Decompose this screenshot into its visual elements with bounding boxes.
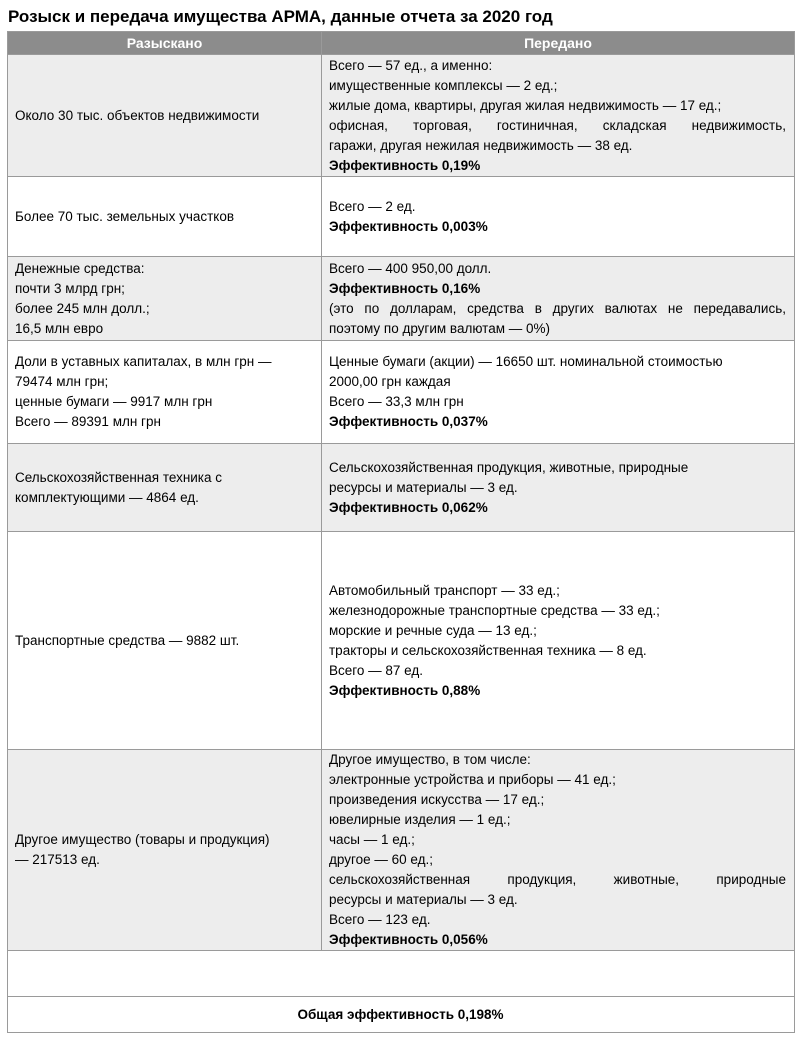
found-line: более 245 млн долл.;	[15, 300, 150, 316]
column-header-found: Разыскано	[8, 32, 322, 55]
transferred-line: морские и речные суда — 13 ед.;	[329, 622, 537, 638]
found-line: 79474 млн грн;	[15, 374, 109, 389]
transferred-line: ювелирные изделия — 1 ед.;	[329, 812, 511, 827]
efficiency-value: Эффективность 0,062%	[329, 499, 488, 515]
total-efficiency: Общая эффективность 0,198%	[8, 997, 795, 1033]
transferred-line: Всего — 2 ед.	[329, 198, 416, 214]
found-line: — 217513 ед.	[15, 852, 100, 867]
transferred-line: произведения искусства — 17 ед.;	[329, 792, 545, 807]
transferred-line: Всего — 57 ед., а именно:	[329, 57, 493, 73]
transferred-line: Всего — 123 ед.	[329, 912, 431, 927]
transferred-line: электронные устройства и приборы — 41 ед.;	[329, 772, 616, 787]
table-total-row	[8, 997, 795, 1033]
transferred-line: 2000,00 грн каждая	[329, 374, 451, 389]
transferred-line: Автомобильный транспорт — 33 ед.;	[329, 582, 560, 598]
table-row-other-property	[8, 750, 795, 951]
transferred-line: тракторы и сельскохозяйственная техника — 8 ед.	[329, 642, 647, 658]
found-cell	[8, 257, 322, 341]
found-cell	[8, 177, 322, 257]
table-row-land	[8, 177, 795, 257]
transferred-cell	[322, 444, 795, 532]
transferred-cell	[322, 750, 795, 951]
table-row-real-estate	[8, 55, 795, 177]
transferred-line: сельскохозяйственная продукция, животные, природные	[329, 872, 786, 887]
found-line: ценные бумаги — 9917 млн грн	[15, 394, 213, 409]
transferred-line: Ценные бумаги (акции) — 16650 шт. номинальной стоимостью	[329, 354, 723, 369]
efficiency-value: Эффективность 0,037%	[329, 414, 488, 429]
property-table	[7, 31, 795, 1033]
found-line: Всего — 89391 млн грн	[15, 414, 161, 429]
transferred-line: Всего — 33,3 млн грн	[329, 394, 464, 409]
efficiency-value: Эффективность 0,003%	[329, 218, 488, 234]
efficiency-value: Эффективность 0,16%	[329, 280, 481, 296]
found-line: Транспортные средства — 9882 шт.	[15, 632, 240, 648]
found-cell	[8, 55, 322, 177]
found-line: Около 30 тыс. объектов недвижимости	[15, 107, 260, 123]
found-cell	[8, 444, 322, 532]
table-row-agri-machinery	[8, 444, 795, 532]
efficiency-value: Эффективность 0,88%	[329, 682, 481, 698]
transferred-line: ресурсы и материалы — 3 ед.	[329, 479, 518, 495]
table-spacer-row	[8, 951, 795, 997]
transferred-line: железнодорожные транспортные средства — 33 ед.;	[329, 602, 660, 618]
transferred-line: Всего — 400 950,00 долл.	[329, 260, 492, 276]
transferred-cell	[322, 55, 795, 177]
transferred-cell	[322, 532, 795, 750]
column-header-transferred: Передано	[322, 32, 795, 55]
found-line: Денежные средства:	[15, 260, 145, 276]
efficiency-value: Эффективность 0,056%	[329, 932, 488, 947]
found-line: 16,5 млн евро	[15, 320, 104, 336]
found-cell	[8, 532, 322, 750]
transferred-line: Сельскохозяйственная продукция, животные, природные	[329, 459, 689, 475]
note-line: (это по долларам, средства в других валютах не передавались,	[329, 300, 786, 316]
found-line: комплектующими — 4864 ед.	[15, 489, 199, 505]
found-cell	[8, 341, 322, 444]
transferred-cell	[322, 257, 795, 341]
report-title: Розыск и передача имущества АРМА, данные отчета за 2020 год	[8, 7, 553, 26]
found-cell	[8, 750, 322, 951]
found-line: Доли в уставных капиталах, в млн грн —	[15, 354, 272, 369]
efficiency-value: Эффективность 0,19%	[329, 157, 481, 173]
transferred-cell	[322, 177, 795, 257]
table-row-vehicles	[8, 532, 795, 750]
table-row-money	[8, 257, 795, 341]
transferred-cell	[322, 341, 795, 444]
transferred-line: жилые дома, квартиры, другая жилая недвижимость — 17 ед.;	[329, 97, 722, 113]
transferred-line: имущественные комплексы — 2 ед.;	[329, 77, 558, 93]
transferred-line: ресурсы и материалы — 3 ед.	[329, 892, 518, 907]
found-line: Более 70 тыс. земельных участков	[15, 208, 235, 224]
transferred-line: другое — 60 ед.;	[329, 852, 433, 867]
note-line: поэтому по другим валютам — 0%)	[329, 320, 550, 336]
transferred-line: гаражи, другая нежилая недвижимость — 38 ед.	[329, 137, 633, 153]
transferred-line: Другое имущество, в том числе:	[329, 752, 531, 767]
table-header-row	[8, 32, 795, 55]
found-line: Сельскохозяйственная техника с	[15, 469, 223, 485]
transferred-line: часы — 1 ед.;	[329, 832, 415, 847]
empty-cell	[8, 951, 795, 997]
transferred-line: Всего — 87 ед.	[329, 662, 424, 678]
table-row-shares	[8, 341, 795, 444]
found-line: Другое имущество (товары и продукция)	[15, 832, 270, 847]
transferred-line: офисная, торговая, гостиничная, складская недвижимость,	[329, 117, 786, 133]
found-line: почти 3 млрд грн;	[15, 280, 125, 296]
